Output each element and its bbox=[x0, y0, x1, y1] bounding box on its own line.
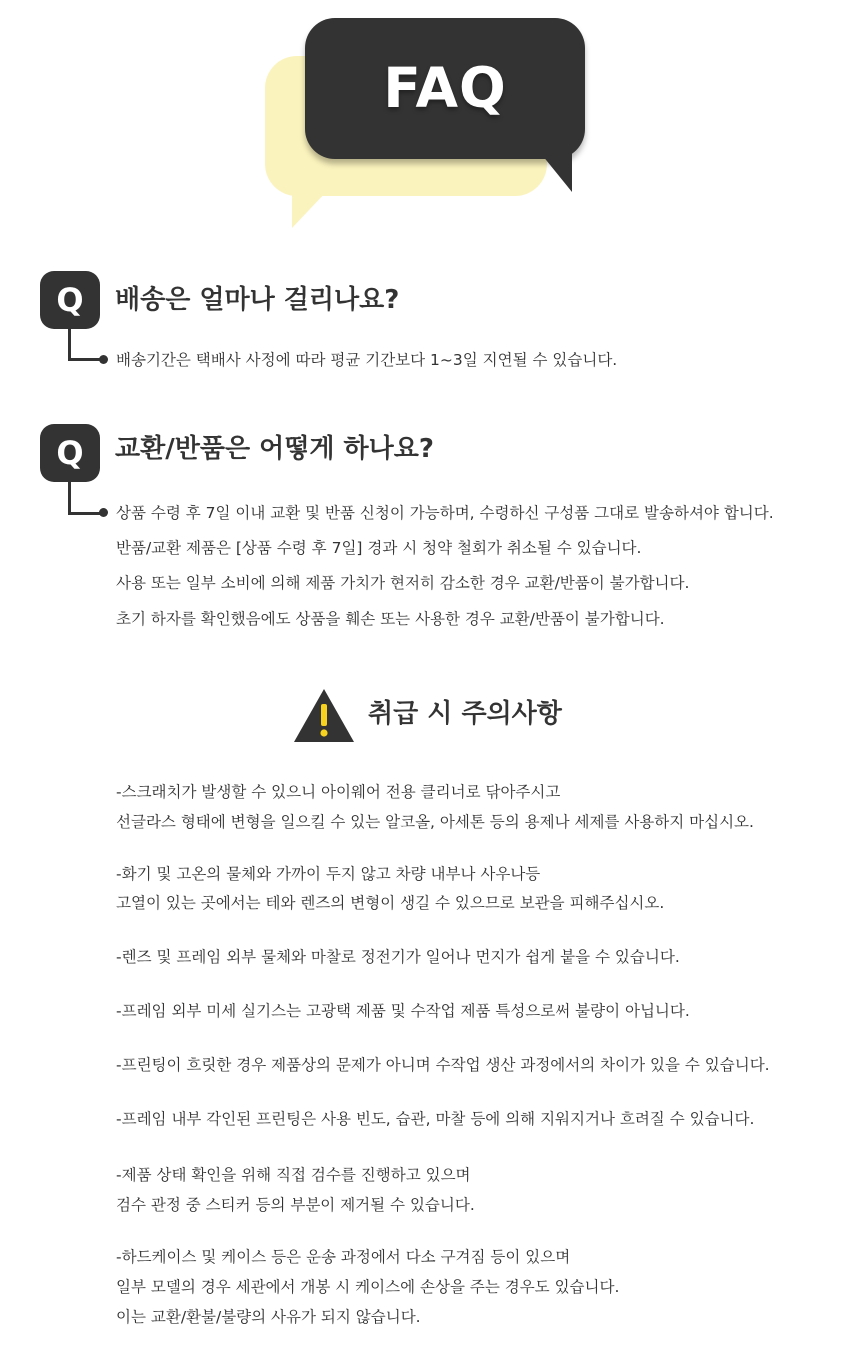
q1-connector-dot bbox=[99, 355, 108, 364]
caution-line: 검수 관정 중 스티커 등의 부분이 제거될 수 있습니다. bbox=[116, 1196, 475, 1214]
faq-question-shipping: 배송은 얼마나 걸리나요? bbox=[115, 285, 400, 315]
caution-line: -프레임 내부 각인된 프린팅은 사용 빈도, 습관, 마찰 등에 의해 지워지거나 흐려질 수 있습니다. bbox=[116, 1110, 755, 1128]
faq-answer-line: 초기 하자를 확인했음에도 상품을 훼손 또는 사용한 경우 교환/반품이 불가합니다. bbox=[116, 610, 665, 628]
faq-question-return: 교환/반품은 어떻게 하나요? bbox=[115, 434, 434, 464]
caution-line: -프레임 외부 미세 실기스는 고광택 제품 및 수작업 제품 특성으로써 불량이 아닙니다. bbox=[116, 1002, 690, 1020]
caution-line: 이는 교환/환불/불량의 사유가 되지 않습니다. bbox=[116, 1308, 421, 1326]
caution-line: -하드케이스 및 케이스 등은 운송 과정에서 다소 구겨짐 등이 있으며 bbox=[116, 1248, 571, 1266]
caution-title: 취급 시 주의사항 bbox=[368, 699, 562, 729]
faq-answer-line: 사용 또는 일부 소비에 의해 제품 가치가 현저히 감소한 경우 교환/반품이 불가합니다. bbox=[116, 574, 690, 592]
faq-answer-line: 반품/교환 제품은 [상품 수령 후 7일] 경과 시 청약 철회가 취소될 수 있습니다. bbox=[116, 539, 642, 557]
q2-connector-dot bbox=[99, 508, 108, 517]
q-badge-2: Q bbox=[40, 424, 100, 482]
caution-line: 고열이 있는 곳에서는 테와 렌즈의 변형이 생길 수 있으므로 보관을 피해주십시오. bbox=[116, 894, 665, 912]
caution-line: 선글라스 형태에 변형을 일으킬 수 있는 알코올, 아세톤 등의 용제나 세제를 사용하지 마십시오. bbox=[116, 813, 754, 831]
warning-exclamation-dot bbox=[320, 729, 327, 736]
faq-title: FAQ bbox=[383, 56, 507, 120]
caution-line: 일부 모델의 경우 세관에서 개봉 시 케이스에 손상을 주는 경우도 있습니다. bbox=[116, 1278, 620, 1296]
faq-bubble-back-tail bbox=[292, 190, 328, 228]
faq-answer-line: 배송기간은 택배사 사정에 따라 평균 기간보다 1~3일 지연될 수 있습니다. bbox=[116, 351, 618, 369]
caution-line: -제품 상태 확인을 위해 직접 검수를 진행하고 있으며 bbox=[116, 1166, 471, 1184]
q2-connector-vertical bbox=[68, 481, 71, 515]
q-badge-1: Q bbox=[40, 271, 100, 329]
caution-line: -스크래치가 발생할 수 있으니 아이웨어 전용 클리너로 닦아주시고 bbox=[116, 783, 561, 801]
caution-line: -화기 및 고온의 물체와 가까이 두지 않고 차량 내부나 사우나등 bbox=[116, 865, 541, 883]
q1-connector-vertical bbox=[68, 328, 71, 361]
faq-answer-line: 상품 수령 후 7일 이내 교환 및 반품 신청이 가능하며, 수령하신 구성품 그대로 발송하셔야 합니다. bbox=[116, 504, 774, 522]
caution-line: -프린팅이 흐릿한 경우 제품상의 문제가 아니며 수작업 생산 과정에서의 차이가 있을 수 있습니다. bbox=[116, 1056, 770, 1074]
caution-line: -렌즈 및 프레임 외부 물체와 마찰로 정전기가 일어나 먼지가 쉽게 붙을 수 있습니다. bbox=[116, 948, 680, 966]
warning-exclamation-bar bbox=[321, 704, 327, 726]
warning-icon bbox=[294, 689, 354, 742]
